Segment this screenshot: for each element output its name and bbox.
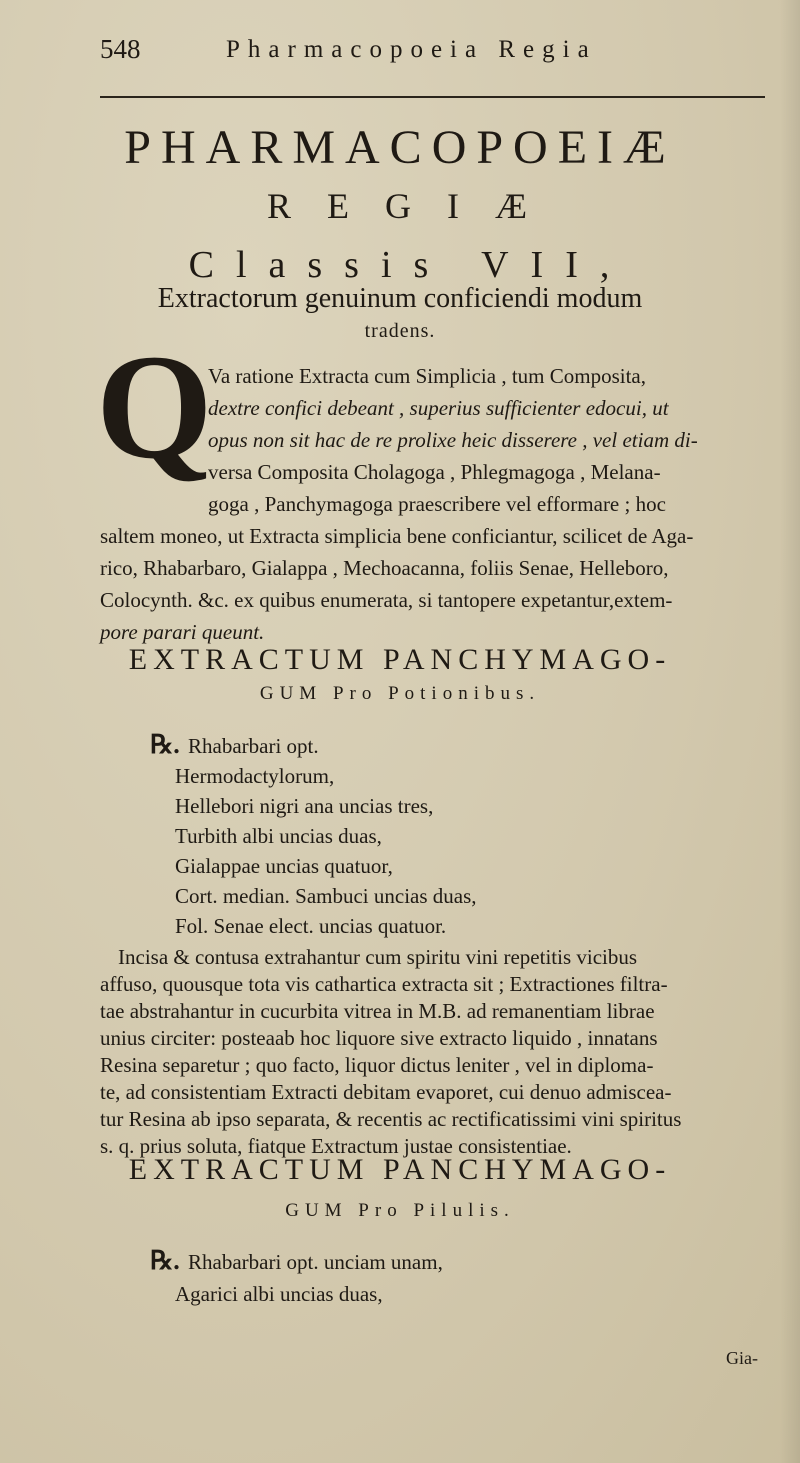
recipe-item: Agarici albi uncias duas, [175, 1282, 383, 1306]
intro-line: versa Composita Cholagoga , Phlegmagoga , Melana- [208, 460, 661, 484]
title-line-3: Classis VII, [188, 244, 632, 286]
recipe-item: Hermodactylorum, [175, 764, 335, 788]
recipe-item: Cort. median. Sambuci uncias duas, [175, 884, 477, 908]
procedure-line: unius circiter: posteaab hoc liquore sive extracto liquido , innatans [100, 1026, 658, 1050]
procedure-line: te, ad consistentiam Extracti debitam evaporet, cui denuo admiscea- [100, 1080, 672, 1104]
recipe-item: Gialappae uncias quatuor, [175, 854, 393, 878]
title-line-1: PHARMACOPOEIÆ [124, 121, 676, 174]
recipe-symbol-2: ℞. [150, 1246, 180, 1275]
intro-line: goga , Panchymagoga praescribere vel efformare ; hoc [208, 492, 666, 516]
intro-line: dextre confici debeant , superius sufficienter edocui, ut [208, 396, 669, 420]
intro-line: Va ratione Extracta cum Simplicia , tum Composita, [208, 364, 646, 388]
recipe-item: Fol. Senae elect. uncias quatuor. [175, 914, 447, 938]
recipe-item: Rhabarbari opt. [188, 734, 319, 758]
running-title: Pharmacopoeia Regia [226, 36, 597, 63]
section-1-subheading: GUM Pro Potionibus. [259, 683, 541, 704]
recipe-item: Turbith albi uncias duas, [175, 824, 382, 848]
title-line-4: Extractorum genuinum conficiendi modum [157, 283, 643, 314]
intro-line: saltem moneo, ut Extracta simplicia bene conficiantur, scilicet de Aga- [100, 524, 694, 548]
header-rule [100, 96, 765, 98]
recipe-item: Rhabarbari opt. unciam unam, [188, 1250, 443, 1274]
intro-line: pore parari queunt. [100, 620, 265, 644]
section-2-subheading: GUM Pro Pilulis. [285, 1200, 515, 1221]
section-2-heading: EXTRACTUM PANCHYMAGO- [128, 1153, 672, 1186]
procedure-line: s. q. prius soluta, fiatque Extractum justae consistentiae. [100, 1134, 572, 1158]
intro-line: rico, Rhabarbaro, Gialappa , Mechoacanna, foliis Senae, Helleboro, [100, 556, 669, 580]
procedure-line: tae abstrahantur in cucurbita vitrea in M.B. ad remanentiam librae [100, 999, 655, 1023]
recipe-symbol: ℞. [150, 730, 180, 759]
title-line-2: REGIÆ [267, 186, 563, 226]
title-line-5: tradens. [364, 320, 436, 342]
page-number: 548 [100, 34, 141, 64]
drop-cap: Q [96, 324, 213, 490]
procedure-line: Resina separetur ; quo facto, liquor dictus leniter , vel in diploma- [100, 1053, 654, 1077]
intro-line: Colocynth. &c. ex quibus enumerata, si tantopere expetantur,extem- [100, 588, 673, 612]
procedure-line: Incisa & contusa extrahantur cum spiritu vini repetitis vicibus [118, 945, 638, 969]
catchword: Gia- [726, 1348, 758, 1368]
recipe-item: Hellebori nigri ana uncias tres, [175, 794, 434, 818]
intro-line: opus non sit hac de re prolixe heic disserere , vel etiam di- [208, 428, 698, 452]
section-1-heading: EXTRACTUM PANCHYMAGO- [128, 643, 672, 676]
procedure-line: tur Resina ab ipso separata, & recentis ac rectificatissimi vini spiritus [100, 1107, 682, 1131]
procedure-line: affuso, quousque tota vis cathartica extracta sit ; Extractiones filtra- [100, 972, 668, 996]
